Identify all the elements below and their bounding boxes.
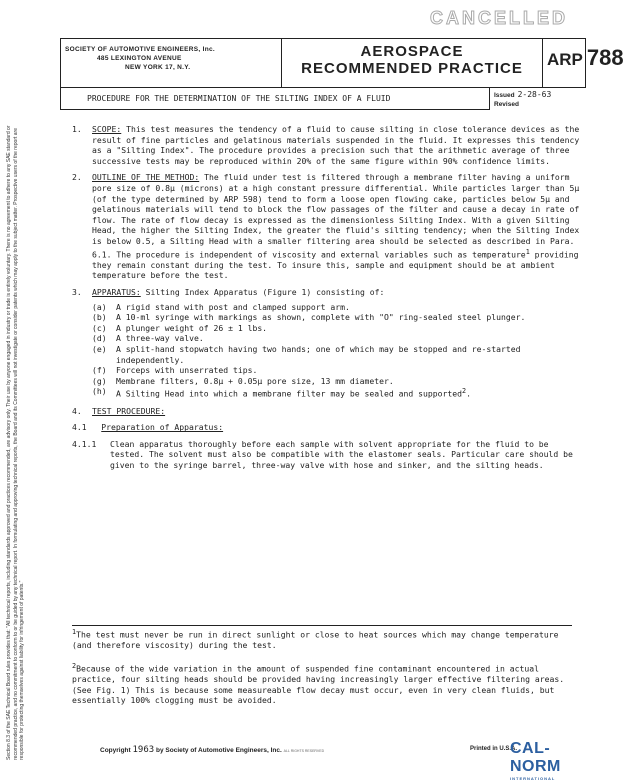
recommended-practice-label: RECOMMENDED PRACTICE	[301, 60, 523, 77]
footnote-ref: 1	[525, 247, 530, 256]
item-text: A three-way valve.	[116, 333, 204, 344]
side-disclaimer	[6, 120, 56, 760]
item-key: (g)	[92, 375, 107, 386]
section-number: 3.	[72, 287, 82, 297]
footnote-1	[72, 627, 582, 651]
cancelled-stamp: CANCELLED	[430, 8, 568, 28]
section-heading: TEST PROCEDURE:	[92, 405, 166, 416]
item-key: (c)	[92, 322, 107, 333]
aerospace-title-box	[281, 39, 543, 87]
item-text: Forceps with unserrated tips.	[116, 365, 258, 376]
footnote-2	[72, 661, 582, 706]
item-key: (b)	[92, 312, 107, 323]
item-text: A rigid stand with post and clamped support arm.	[116, 301, 350, 312]
section-number: 4.	[72, 405, 82, 416]
subsection-heading: Preparation of Apparatus:	[101, 422, 224, 433]
subsection-preparation	[72, 422, 582, 433]
list-item	[92, 302, 582, 313]
section-text: The fluid under test is filtered through a membrane filter having a uniform pore size of 0.8μ (microns) at a high constant pressure differential. While particles larger than 5μ (of the type determined by ARP 598) tend to form a loose open flowing cake, particles below 5μ and gelatinous materials will tend to block the flow passages of the filter and cause a decay in rate of flow. The rate of flow decay is expressed as the dimensionless Silting Index. With a given Silting Head, the higher the Silting Index, the greater the fluid's silting tendency; when the Silting Index is below 0.5, a Silting Head with a smaller filtering area should be selected as described in Para. 6.1. The procedure is independent of viscosity and external variables such as temperature	[92, 172, 580, 260]
society-street: 485 LEXINGTON AVENUE	[97, 55, 182, 62]
footnote-text: Because of the wide variation in the amount of suspended fine contaminant encountered in actual practice, four silting heads should be provided having increasingly larger effective filtering areas. (See Fig. 1) This is because some measureable flow decay must occur, even in very clean fluids, but essentially 100% clogging must be avoided.	[72, 663, 565, 706]
item-end: .	[466, 389, 471, 400]
side-disclaimer-text: Section 8.3 of the SAE Technical Board rules provides that: "All technical reports, including standards approved and practices recommended, are advisory only. Their use by anyone engaged in industry or trade is entirely voluntary. There is no agreement to adhere to any SAE standard or recommended practice, and no commitment to conform to or be guided by any technical report. In formulating and approving technical reports, the Board and its Committees will not investigate or consider patents which may apply to the subject matter. Prospective users of the report are responsible for protecting themselves against liability for infringement of patents."	[6, 125, 26, 760]
item-text: A split-hand stopwatch having two hands; one of which may be stopped and re-started independently.	[116, 343, 521, 365]
item-text: A plunger weight of 26 ± 1 lbs.	[116, 322, 268, 333]
society-address	[65, 45, 265, 72]
logo-text: CAL-NORM	[510, 740, 561, 775]
section-heading: OUTLINE OF THE METHOD:	[92, 172, 200, 183]
item-text: A 10-ml syringe with markings as shown, complete with "O" ring-sealed steel plunger.	[116, 312, 526, 323]
section-heading: APPARATUS:	[92, 287, 141, 297]
apparatus-list	[92, 302, 582, 400]
section-number: 2.	[72, 172, 82, 183]
subsection-number: 4.1	[72, 422, 87, 433]
section-text-cont: providing they remain constant during the test. To insure this, sample and equipment should be at ambient temperature before the test.	[92, 249, 579, 281]
footnote-mark: 1	[72, 628, 77, 636]
document-title: PROCEDURE FOR THE DETERMINATION OF THE SILTING INDEX OF A FLUID	[60, 88, 490, 110]
copyright-owner: by Society of Automotive Engineers, Inc.	[156, 747, 282, 754]
section-test-procedure	[72, 406, 582, 417]
section-scope	[72, 124, 582, 166]
section-apparatus	[72, 287, 582, 400]
subsection-number: 4.1.1	[72, 438, 97, 449]
society-city: NEW YORK 17, N.Y.	[125, 64, 191, 71]
arp-number-box	[547, 45, 624, 71]
list-item	[92, 323, 582, 334]
item-text: Membrane filters, 0.8μ + 0.05μ pore size, 13 mm diameter.	[116, 375, 394, 386]
list-item	[92, 365, 582, 376]
section-text: This test measures the tendency of a fluid to cause silting in close tolerance devices as the result of fine particles and gelatinous materials suspended in the fluid. It expresses this tendency as a "Silting Index". The procedure provides a precision such that the arithmetic average of three successive tests may be reproduced within 20% of the same figure within 90% confidence limits.	[92, 124, 580, 166]
footnote-mark: 2	[72, 662, 77, 670]
logo-sub: INTERNATIONAL	[510, 776, 556, 781]
issue-info	[494, 90, 551, 109]
copyright-year: 1963	[132, 745, 155, 755]
document-body	[72, 124, 582, 471]
section-number: 1.	[72, 124, 82, 134]
item-key: (e)	[92, 343, 107, 354]
issued-label: Issued	[494, 92, 515, 99]
society-name: SOCIETY OF AUTOMOTIVE ENGINEERS, Inc.	[65, 46, 216, 53]
subsection-cleaning	[72, 439, 582, 471]
item-key: (f)	[92, 365, 107, 376]
subsection-text: Clean apparatus thoroughly before each sample with solvent appropriate for the fluid to be tested. The solvent must also be compatible with the elastomer seals. Particular care should be given to the syringe barrel, three-way valve with hose and sinker, and the silting heads.	[110, 438, 573, 470]
list-item	[92, 344, 582, 365]
footnote-divider	[72, 625, 572, 626]
printed-in: Printed in U.S.A.	[470, 746, 518, 752]
revised-label: Revised	[494, 101, 519, 108]
aerospace-label: AEROSPACE	[360, 43, 464, 60]
list-item	[92, 312, 582, 323]
list-item	[92, 376, 582, 387]
arp-label: ARP	[547, 50, 583, 69]
section-outline	[72, 172, 582, 281]
item-key: (a)	[92, 301, 107, 312]
list-item	[92, 333, 582, 344]
item-text: A Silting Head into which a membrane filter may be sealed and supported	[116, 389, 462, 400]
document-header	[60, 38, 624, 88]
arp-number: 788	[586, 45, 624, 70]
list-item	[92, 386, 582, 399]
item-key: (h)	[92, 386, 107, 397]
footnote-ref: 2	[461, 387, 467, 396]
section-heading: SCOPE:	[92, 124, 122, 134]
copyright-label: Copyright	[100, 747, 131, 754]
footnote-text: The test must never be run in direct sunlight or close to heat sources which may change temperature (and therefore viscosity) during the test.	[72, 629, 559, 651]
section-text: Silting Index Apparatus (Figure 1) consisting of:	[140, 287, 385, 297]
issued-date: 2-28-63	[517, 90, 552, 99]
item-key: (d)	[92, 333, 107, 344]
rights-reserved: ALL RIGHTS RESERVED	[283, 749, 325, 753]
cal-norm-logo	[510, 740, 600, 781]
